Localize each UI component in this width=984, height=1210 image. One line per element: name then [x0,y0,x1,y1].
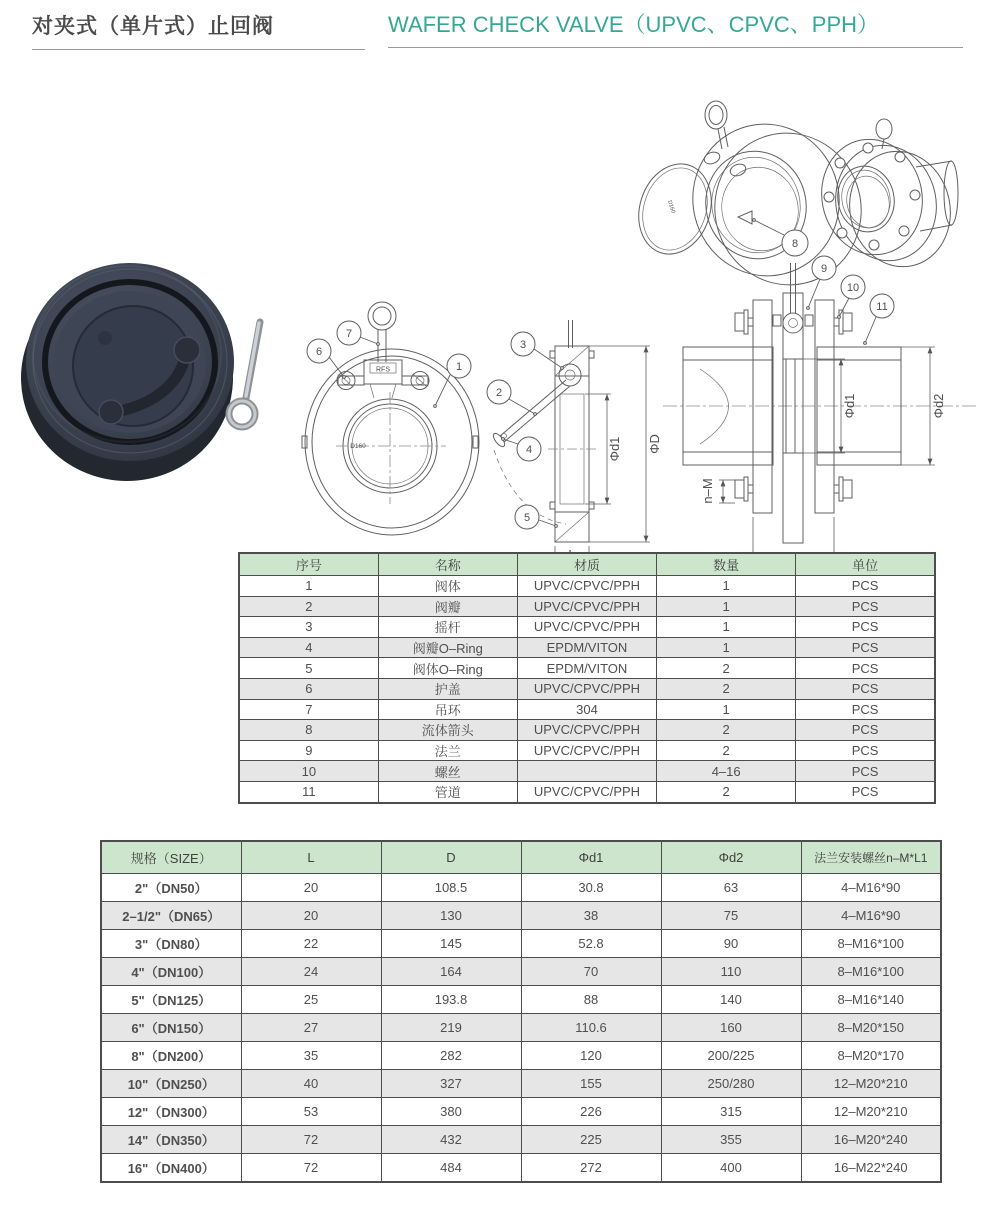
callout-7 [337,321,379,345]
column-header: 法兰安装螺丝n–M*L1 [801,841,941,874]
header-row [239,553,935,576]
table-cell: 螺丝 [378,761,517,782]
table-cell: 225 [521,1126,661,1154]
table-cell: 10"（DN250） [101,1070,241,1098]
table-cell: EPDM/VITON [517,637,656,658]
column-header: Φd1 [521,841,661,874]
table-cell: 8–M20*170 [801,1042,941,1070]
table-cell: PCS [796,761,935,782]
table-cell: UPVC/CPVC/PPH [517,740,656,761]
table-cell: 11 [239,781,378,802]
table-cell: 16"（DN400） [101,1154,241,1183]
table-row [101,1014,941,1042]
table-cell: 16–M20*240 [801,1126,941,1154]
table-cell: 108.5 [381,874,521,902]
svg-text:Φd1: Φd1 [842,393,857,419]
table-cell: 2 [657,720,796,741]
table-row [101,930,941,958]
table-cell: 吊环 [378,699,517,720]
table-cell: PCS [796,637,935,658]
table-cell: 52.8 [521,930,661,958]
table-cell: 1 [657,699,796,720]
column-header: 序号 [239,553,378,576]
table-cell: 6"（DN150） [101,1014,241,1042]
table-cell: PCS [796,658,935,679]
table-cell: 4 [239,637,378,658]
table-cell: 4"（DN100） [101,958,241,986]
svg-text:8: 8 [791,238,799,250]
table-cell: 2–1/2"（DN65） [101,902,241,930]
table-cell: 1 [657,576,796,597]
table-cell: 72 [241,1126,381,1154]
table-row [101,874,941,902]
table-cell: 12–M20*210 [801,1070,941,1098]
table-cell: 9 [239,740,378,761]
table-cell: 72 [241,1154,381,1183]
svg-text:4: 4 [525,444,533,456]
table-cell: PCS [796,617,935,638]
table-cell: 5"（DN125） [101,986,241,1014]
svg-text:2: 2 [495,387,503,399]
callout-2 [487,380,536,415]
table-cell: 流体箭头 [378,720,517,741]
table-cell: 2 [657,678,796,699]
table-cell: 5 [239,658,378,679]
column-header: 材质 [517,553,656,576]
table-row [101,902,941,930]
column-header: Φd2 [661,841,801,874]
table-cell: 阀体O–Ring [378,658,517,679]
table-row [101,1042,941,1070]
table-cell: 2 [657,740,796,761]
table-cell: 38 [521,902,661,930]
wafer-valve-body [773,263,813,543]
table-cell: 8–M20*150 [801,1014,941,1042]
table-row [101,1126,941,1154]
table-cell: 35 [241,1042,381,1070]
table-cell: 27 [241,1014,381,1042]
svg-text:10: 10 [846,282,860,294]
flange-left [753,300,772,513]
product-photo [15,250,285,485]
table-row [101,986,941,1014]
svg-text:Φd1: Φd1 [607,436,622,462]
table-row [239,596,935,617]
table-cell: 7 [239,699,378,720]
dim-n-M [700,478,735,503]
table-cell: 护盖 [378,678,517,699]
table-row [101,1098,941,1126]
table-cell: 30.8 [521,874,661,902]
table-row [101,1154,941,1183]
table-cell: 380 [381,1098,521,1126]
assembly-section-drawing [655,255,984,580]
svg-text:5: 5 [523,512,531,524]
table-cell: 130 [381,902,521,930]
callout-6 [307,339,345,378]
table-row [239,720,935,741]
table-cell: 145 [381,930,521,958]
table-cell: UPVC/CPVC/PPH [517,678,656,699]
column-header: 数量 [657,553,796,576]
svg-text:6: 6 [315,346,323,358]
table-cell: 2"（DN50） [101,874,241,902]
size-table-head [101,841,941,874]
table-cell: 12–M20*210 [801,1098,941,1126]
table-cell: 2 [657,781,796,802]
table-cell: 阀瓣 [378,596,517,617]
table-cell: 63 [661,874,801,902]
table-cell: 8–M16*140 [801,986,941,1014]
table-row [239,699,935,720]
column-header: 规格（SIZE） [101,841,241,874]
table-row [239,637,935,658]
table-cell: 8–M16*100 [801,930,941,958]
top-bracket [337,360,429,398]
table-cell: EPDM/VITON [517,658,656,679]
table-row [239,678,935,699]
iso-disc-label: D160 [666,199,676,215]
table-cell: PCS [796,596,935,617]
table-row [101,958,941,986]
callout-9 [807,256,836,309]
svg-text:3: 3 [519,339,527,351]
table-cell: 282 [381,1042,521,1070]
table-cell: 8–M16*100 [801,958,941,986]
table-cell: 484 [381,1154,521,1183]
table-cell: 304 [517,699,656,720]
svg-text:Φd2: Φd2 [931,393,946,419]
svg-text:9: 9 [820,263,828,275]
table-cell: 1 [657,596,796,617]
table-cell: UPVC/CPVC/PPH [517,781,656,802]
size-table-body [101,874,941,1183]
table-cell: 2 [657,658,796,679]
table-cell: 193.8 [381,986,521,1014]
table-cell: 272 [521,1154,661,1183]
table-cell: 3"（DN80） [101,930,241,958]
table-cell: 2 [239,596,378,617]
page-title-en: WAFER CHECK VALVE（UPVC、CPVC、PPH） [388,8,963,48]
table-cell: 400 [661,1154,801,1183]
table-row [239,576,935,597]
table-cell: 22 [241,930,381,958]
table-cell: 20 [241,902,381,930]
column-header: 名称 [378,553,517,576]
column-header: 单位 [796,553,935,576]
table-cell: UPVC/CPVC/PPH [517,720,656,741]
callout-10 [838,275,865,318]
table-row [101,1070,941,1098]
table-cell: 355 [661,1126,801,1154]
table-cell: 4–M16*90 [801,874,941,902]
svg-text:n–M: n–M [700,478,715,504]
table-cell: 110 [661,958,801,986]
page-title-cn: 对夹式（单片式）止回阀 [32,10,365,50]
iso-valve-flanged [811,119,961,276]
table-cell: 20 [241,874,381,902]
table-row [239,617,935,638]
svg-text:1: 1 [455,361,463,373]
front-center-label: D160 [350,443,366,450]
table-cell [517,761,656,782]
table-cell: 327 [381,1070,521,1098]
column-header: L [241,841,381,874]
table-cell: 110.6 [521,1014,661,1042]
brand-label: RFS [376,366,390,374]
callout-3 [511,332,563,369]
flange-right [815,300,834,513]
table-cell: PCS [796,699,935,720]
svg-text:11: 11 [876,301,888,313]
table-cell: 70 [521,958,661,986]
table-cell: 90 [661,930,801,958]
table-cell: 432 [381,1126,521,1154]
table-row [239,740,935,761]
svg-text:ΦD: ΦD [647,434,662,454]
callout-1 [434,354,471,407]
table-cell: 10 [239,761,378,782]
table-cell: 164 [381,958,521,986]
front-view-drawing [298,296,483,546]
callout-4 [502,437,541,461]
table-cell: 315 [661,1098,801,1126]
table-cell: 226 [521,1098,661,1126]
header-row [101,841,941,874]
table-cell: PCS [796,576,935,597]
table-cell: 16–M22*240 [801,1154,941,1183]
callout-8 [753,219,808,256]
table-row [239,658,935,679]
table-cell: PCS [796,740,935,761]
eye-ring [368,302,396,362]
table-cell: PCS [796,678,935,699]
table-cell: 3 [239,617,378,638]
table-cell: 88 [521,986,661,1014]
table-cell: UPVC/CPVC/PPH [517,596,656,617]
parts-table [238,552,936,804]
table-cell: 1 [239,576,378,597]
side-view-drawing [478,318,663,580]
dim-phi-D [589,346,662,542]
table-cell: 阀瓣O–Ring [378,637,517,658]
parts-table-body [239,576,935,803]
table-cell: 阀体 [378,576,517,597]
table-cell: UPVC/CPVC/PPH [517,617,656,638]
column-header: D [381,841,521,874]
table-cell: 4–16 [657,761,796,782]
table-cell: 250/280 [661,1070,801,1098]
table-cell: 160 [661,1014,801,1042]
callout-11 [864,294,894,344]
table-cell: 6 [239,678,378,699]
valve-photo-body [21,263,234,481]
table-cell: PCS [796,781,935,802]
svg-text:7: 7 [345,328,353,340]
table-row [239,781,935,802]
table-cell: 4–M16*90 [801,902,941,930]
table-cell: 管道 [378,781,517,802]
table-cell: 200/225 [661,1042,801,1070]
table-cell: 8"（DN200） [101,1042,241,1070]
table-cell: 155 [521,1070,661,1098]
table-cell: 75 [661,902,801,930]
table-cell: 53 [241,1098,381,1126]
table-cell: 1 [657,617,796,638]
table-row [239,761,935,782]
table-cell: 摇杆 [378,617,517,638]
table-cell: 1 [657,637,796,658]
parts-table-head [239,553,935,576]
table-cell: 8 [239,720,378,741]
table-cell: 12"（DN300） [101,1098,241,1126]
table-cell: 40 [241,1070,381,1098]
table-cell: UPVC/CPVC/PPH [517,576,656,597]
table-cell: 140 [661,986,801,1014]
table-cell: 219 [381,1014,521,1042]
table-cell: 24 [241,958,381,986]
table-cell: 14"（DN350） [101,1126,241,1154]
table-cell: 25 [241,986,381,1014]
table-cell: PCS [796,720,935,741]
size-table [100,840,942,1183]
table-cell: 法兰 [378,740,517,761]
table-cell: 120 [521,1042,661,1070]
eyebolt-photo [229,322,260,427]
